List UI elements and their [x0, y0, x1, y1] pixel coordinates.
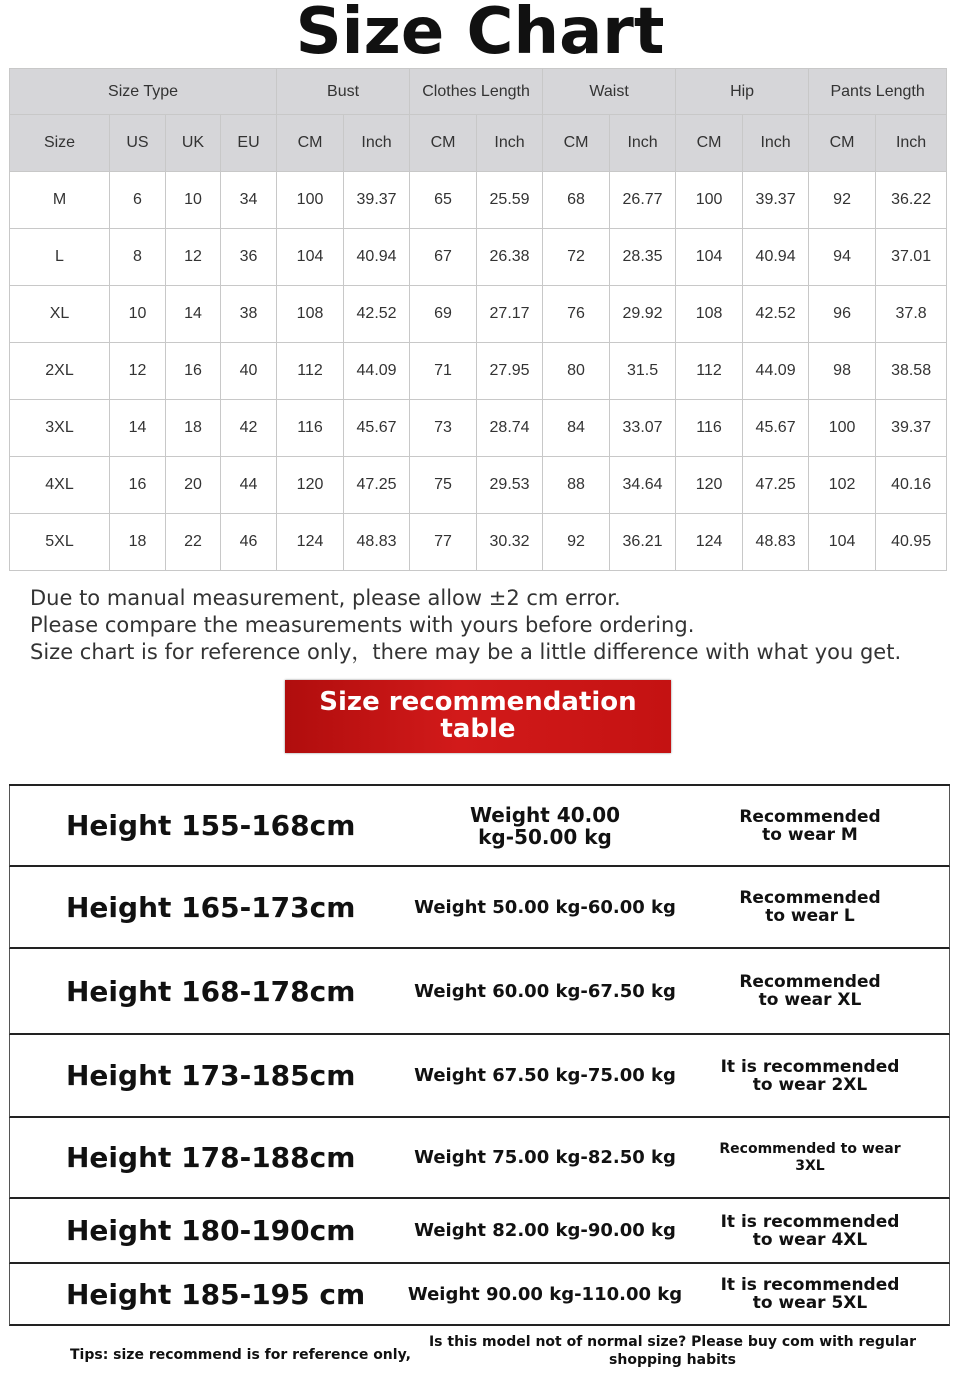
- table-cell: 33.07: [610, 400, 676, 457]
- column-header: Inch: [743, 115, 809, 172]
- table-cell: 92: [543, 514, 610, 571]
- table-cell: 36.21: [610, 514, 676, 571]
- height-range: Height 185-195 cm: [66, 1277, 366, 1311]
- table-cell: 29.92: [610, 286, 676, 343]
- recommendation-row: [9, 786, 950, 867]
- table-row: [10, 172, 947, 229]
- table-cell: 16: [166, 343, 221, 400]
- tips-right-text: [420, 1333, 925, 1369]
- table-cell: 39.37: [743, 172, 809, 229]
- table-row: [10, 343, 947, 400]
- column-header: Inch: [876, 115, 947, 172]
- height-range: Height 178-188cm: [66, 1141, 356, 1174]
- size-recommendation: [700, 1118, 920, 1197]
- column-header: EU: [221, 115, 277, 172]
- table-cell: 6: [110, 172, 166, 229]
- recommendation-row: [9, 1264, 950, 1326]
- column-header: CM: [676, 115, 743, 172]
- table-row: [10, 514, 947, 571]
- column-header: Inch: [344, 115, 410, 172]
- table-cell: 120: [676, 457, 743, 514]
- recommendation-line: It is recommended: [720, 1275, 900, 1295]
- recommendation-line: It is recommended: [720, 1056, 900, 1077]
- table-cell: 100: [676, 172, 743, 229]
- table-cell: 28.74: [477, 400, 543, 457]
- table-cell: 112: [676, 343, 743, 400]
- weight-line: Weight 50.00 kg-60.00 kg: [414, 896, 676, 918]
- table-cell: 80: [543, 343, 610, 400]
- column-header: UK: [166, 115, 221, 172]
- table-cell: 71: [410, 343, 477, 400]
- weight-line: Weight 67.50 kg-75.00 kg: [414, 1065, 676, 1086]
- size-recommendation: [700, 1199, 920, 1262]
- table-cell: 36: [221, 229, 277, 286]
- table-cell: 102: [809, 457, 876, 514]
- table-row: [10, 457, 947, 514]
- table-cell: 10: [166, 172, 221, 229]
- recommendation-banner: [285, 680, 671, 753]
- banner-line: Size recommendation: [319, 687, 637, 717]
- table-cell: 94: [809, 229, 876, 286]
- table-cell: 14: [166, 286, 221, 343]
- banner-line: table: [440, 714, 516, 744]
- group-header-row: [10, 69, 947, 115]
- weight-line: kg-50.00 kg: [478, 824, 612, 849]
- table-cell: 5XL: [10, 514, 110, 571]
- weight-range: [400, 1035, 690, 1116]
- table-cell: 116: [277, 400, 344, 457]
- table-cell: 108: [277, 286, 344, 343]
- table-cell: 48.83: [344, 514, 410, 571]
- table-cell: 88: [543, 457, 610, 514]
- table-cell: 37.8: [876, 286, 947, 343]
- weight-line: Weight 60.00 kg-67.50 kg: [414, 980, 676, 1002]
- recommendation-line: to wear 5XL: [752, 1293, 868, 1313]
- recommendation-line: to wear L: [765, 906, 855, 926]
- recommendation-line: to wear 2XL: [752, 1074, 868, 1095]
- table-cell: 34.64: [610, 457, 676, 514]
- table-cell: 108: [676, 286, 743, 343]
- table-cell: 18: [110, 514, 166, 571]
- table-cell: 73: [410, 400, 477, 457]
- table-cell: 44.09: [743, 343, 809, 400]
- measurement-notes: [30, 585, 901, 666]
- recommendation-row: [9, 1118, 950, 1199]
- table-cell: 16: [110, 457, 166, 514]
- table-cell: 45.67: [743, 400, 809, 457]
- table-cell: 22: [166, 514, 221, 571]
- table-row: [10, 229, 947, 286]
- page-title: Size Chart: [295, 0, 665, 69]
- table-cell: 116: [676, 400, 743, 457]
- size-chart-table: [9, 68, 947, 571]
- table-cell: 31.5: [610, 343, 676, 400]
- table-cell: 12: [110, 343, 166, 400]
- recommendation-row: [9, 1199, 950, 1264]
- weight-line: Weight 75.00 kg-82.50 kg: [414, 1147, 676, 1168]
- table-cell: 45.67: [344, 400, 410, 457]
- weight-range: [400, 1118, 690, 1197]
- table-cell: 77: [410, 514, 477, 571]
- table-cell: 10: [110, 286, 166, 343]
- table-cell: 112: [277, 343, 344, 400]
- recommendation-table: [9, 784, 950, 1326]
- weight-range: [400, 1199, 690, 1262]
- size-recommendation: [700, 867, 920, 947]
- recommendation-line: to wear XL: [758, 990, 862, 1010]
- recommendation-line: to wear M: [762, 824, 858, 845]
- table-cell: 69: [410, 286, 477, 343]
- height-range: Height 180-190cm: [66, 1214, 356, 1247]
- table-cell: 36.22: [876, 172, 947, 229]
- size-recommendation: [700, 1264, 920, 1324]
- weight-line: Weight 82.00 kg-90.00 kg: [414, 1220, 676, 1241]
- height-range: Height 173-185cm: [66, 1059, 356, 1092]
- weight-line: Weight 40.00: [469, 802, 621, 827]
- group-header: Bust: [277, 69, 410, 115]
- table-cell: 65: [410, 172, 477, 229]
- table-cell: XL: [10, 286, 110, 343]
- size-recommendation: [700, 786, 920, 865]
- table-cell: 3XL: [10, 400, 110, 457]
- table-cell: 46: [221, 514, 277, 571]
- table-cell: 27.17: [477, 286, 543, 343]
- table-cell: 39.37: [344, 172, 410, 229]
- column-header: US: [110, 115, 166, 172]
- table-cell: L: [10, 229, 110, 286]
- table-cell: 100: [277, 172, 344, 229]
- table-cell: 42.52: [344, 286, 410, 343]
- table-cell: 40.16: [876, 457, 947, 514]
- table-cell: 38: [221, 286, 277, 343]
- tips-right-line: shopping habits: [609, 1352, 736, 1368]
- recommendation-row: [9, 1035, 950, 1118]
- table-cell: 8: [110, 229, 166, 286]
- recommendation-row: [9, 949, 950, 1035]
- recommendation-line: 3XL: [795, 1157, 825, 1174]
- table-cell: 67: [410, 229, 477, 286]
- table-cell: 14: [110, 400, 166, 457]
- weight-range: [400, 949, 690, 1033]
- table-cell: 4XL: [10, 457, 110, 514]
- group-header: Pants Length: [809, 69, 947, 115]
- table-cell: 124: [676, 514, 743, 571]
- table-cell: 30.32: [477, 514, 543, 571]
- table-cell: 40.94: [344, 229, 410, 286]
- table-cell: 44.09: [344, 343, 410, 400]
- group-header: Clothes Length: [410, 69, 543, 115]
- group-header: Size Type: [10, 69, 277, 115]
- recommendation-line: Recommended: [739, 888, 881, 908]
- table-cell: 104: [809, 514, 876, 571]
- table-cell: 47.25: [344, 457, 410, 514]
- table-cell: 2XL: [10, 343, 110, 400]
- table-cell: 40: [221, 343, 277, 400]
- column-header: CM: [410, 115, 477, 172]
- column-header: Inch: [477, 115, 543, 172]
- column-header: CM: [809, 115, 876, 172]
- recommendation-line: Recommended to wear: [719, 1140, 901, 1157]
- table-cell: 47.25: [743, 457, 809, 514]
- table-cell: 120: [277, 457, 344, 514]
- tips-text: Tips: size recommend is for reference only,: [70, 1347, 411, 1363]
- recommendation-line: Recommended: [739, 972, 881, 992]
- group-header: Waist: [543, 69, 676, 115]
- table-cell: 104: [277, 229, 344, 286]
- table-row: [10, 400, 947, 457]
- table-cell: 20: [166, 457, 221, 514]
- table-row: [10, 286, 947, 343]
- table-cell: 84: [543, 400, 610, 457]
- tips-right-line: Is this model not of normal size? Please buy com with regular: [428, 1334, 917, 1350]
- table-cell: 75: [410, 457, 477, 514]
- table-cell: 42: [221, 400, 277, 457]
- table-cell: 40.94: [743, 229, 809, 286]
- table-cell: 25.59: [477, 172, 543, 229]
- weight-line: Weight 90.00 kg-110.00 kg: [407, 1283, 683, 1305]
- table-cell: 26.77: [610, 172, 676, 229]
- table-cell: 29.53: [477, 457, 543, 514]
- table-cell: 98: [809, 343, 876, 400]
- column-header-row: [10, 115, 947, 172]
- height-range: Height 165-173cm: [66, 890, 356, 924]
- table-cell: 44: [221, 457, 277, 514]
- weight-range: [400, 786, 690, 865]
- table-cell: 34: [221, 172, 277, 229]
- table-cell: 39.37: [876, 400, 947, 457]
- table-cell: 38.58: [876, 343, 947, 400]
- table-cell: 37.01: [876, 229, 947, 286]
- table-cell: 42.52: [743, 286, 809, 343]
- table-cell: 76: [543, 286, 610, 343]
- column-header: CM: [543, 115, 610, 172]
- table-cell: 92: [809, 172, 876, 229]
- group-header: Hip: [676, 69, 809, 115]
- height-range: Height 168-178cm: [66, 974, 356, 1008]
- column-header: CM: [277, 115, 344, 172]
- column-header: Inch: [610, 115, 676, 172]
- note-line: Size chart is for reference only，there may be a little difference with what you get.: [30, 640, 902, 664]
- table-cell: 28.35: [610, 229, 676, 286]
- recommendation-line: to wear 4XL: [752, 1229, 868, 1250]
- table-cell: 96: [809, 286, 876, 343]
- table-cell: 26.38: [477, 229, 543, 286]
- recommendation-line: It is recommended: [720, 1211, 900, 1232]
- table-cell: 12: [166, 229, 221, 286]
- weight-range: [400, 867, 690, 947]
- table-cell: 40.95: [876, 514, 947, 571]
- column-header: Size: [10, 115, 110, 172]
- table-cell: 27.95: [477, 343, 543, 400]
- recommendation-row: [9, 867, 950, 949]
- table-cell: M: [10, 172, 110, 229]
- note-line: Please compare the measurements with yours before ordering.: [30, 613, 695, 637]
- table-cell: 104: [676, 229, 743, 286]
- recommendation-line: Recommended: [739, 806, 881, 827]
- table-cell: 48.83: [743, 514, 809, 571]
- table-cell: 124: [277, 514, 344, 571]
- size-recommendation: [700, 949, 920, 1033]
- table-cell: 100: [809, 400, 876, 457]
- weight-range: [400, 1264, 690, 1324]
- table-cell: 72: [543, 229, 610, 286]
- size-recommendation: [700, 1035, 920, 1116]
- table-cell: 18: [166, 400, 221, 457]
- note-line: Due to manual measurement, please allow ±2 cm error.: [30, 586, 621, 610]
- height-range: Height 155-168cm: [66, 809, 356, 842]
- table-cell: 68: [543, 172, 610, 229]
